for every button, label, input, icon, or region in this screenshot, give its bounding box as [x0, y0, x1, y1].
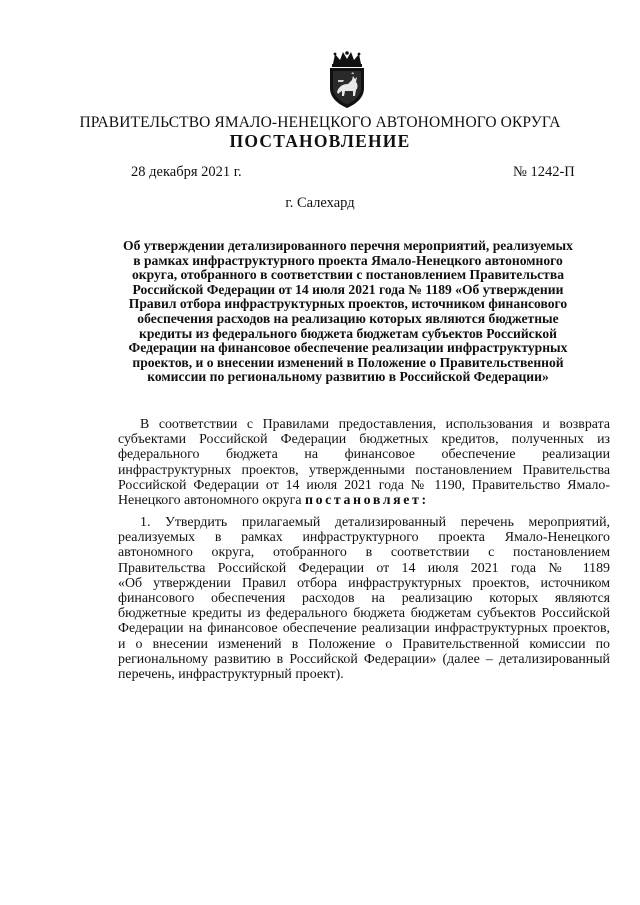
paragraph-line: Правительства Российской Федерации от 14 июля 2021 года № 1189 [118, 560, 610, 576]
paragraph-line: реализуемых в рамках инфраструктурного проекта Ямало-Ненецкого [118, 530, 610, 546]
document-number: № 1242-П [513, 164, 575, 180]
decree-title [108, 239, 588, 385]
paragraph-line [118, 493, 610, 508]
paragraph-line: и о внесении изменений в Положение о Правительственной комиссии по [118, 636, 610, 652]
decree-title-line: проектов, и о внесении изменений в Положение о Правительственной [132, 354, 564, 370]
decree-title-line: округа, отобранного в соответствии с постановлением Правительства [131, 267, 564, 283]
decree-title-line: обеспечения расходов на реализацию которых являются бюджетные [137, 310, 559, 326]
paragraph-line: «Об утверждении Правил отбора инфраструктурных проектов, источником [118, 575, 610, 591]
decree-title-line: Федерации на финансовое обеспечение реализации инфраструктурных [128, 340, 568, 356]
paragraph-line: федерального бюджета на финансовое обеспечение реализации [118, 447, 610, 463]
decree-title-line: Российской Федерации от 14 июля 2021 года № 1189 «Об утверждении [132, 281, 564, 297]
paragraph-line: финансового обеспечения расходов на реализацию которых являются [118, 591, 610, 607]
document-city: г. Салехард [285, 195, 355, 211]
decree-title-line: в рамках инфраструктурного проекта Ямало-Ненецкого автономного [133, 252, 563, 268]
decree-title-line: кредиты из федерального бюджета бюджетам субъектов Российской [138, 325, 557, 341]
government-name: ПРАВИТЕЛЬСТВО ЯМАЛО-НЕНЕЦКОГО АВТОНОМНОГО ОКРУГА [79, 114, 561, 131]
paragraph-line: инфраструктурных проектов, утвержденными постановлением Правительства [118, 462, 610, 478]
paragraph-line-text: Ненецкого автономного округа [118, 493, 305, 509]
clause-1-paragraph [118, 515, 610, 682]
paragraph-line: перечень, инфраструктурный проект). [118, 667, 344, 683]
decree-title-line: комиссии по региональному развитию в Российской Федерации» [147, 369, 549, 385]
document-type-heading: ПОСТАНОВЛЕНИЕ [229, 131, 411, 151]
paragraph-line: 1. Утвердить прилагаемый детализированный перечень мероприятий, [140, 515, 610, 530]
paragraph-line: субъектами Российской Федерации бюджетных кредитов, полученных из [118, 432, 610, 448]
paragraph-line: автономного округа, отобранного в соответствии с постановлением [118, 545, 610, 561]
document-date: 28 декабря 2021 г. [131, 164, 242, 180]
paragraph-line: бюджетные кредиты из федерального бюджета бюджетам субъектов Российской [118, 606, 610, 622]
coat-of-arms-emblem [321, 50, 373, 110]
paragraph-line: В соответствии с Правилами предоставления, использования и возврата [140, 417, 610, 432]
paragraph-line: региональному развитию в Российской Федерации» (далее – детализированный [118, 651, 610, 667]
paragraph-line: Федерации на финансовое обеспечение реализации инфраструктурных проектов, [118, 621, 610, 637]
preamble-paragraph [118, 417, 610, 508]
crown-shield-icon [321, 50, 373, 110]
paragraph-line: Российской Федерации от 14 июля 2021 года № 1190, Правительство Ямало- [118, 477, 610, 493]
decree-keyword: постановляет: [305, 493, 429, 509]
decree-title-line: Об утверждении детализированного перечня мероприятий, реализуемых [123, 238, 573, 253]
decree-title-line: Правил отбора инфраструктурных проектов, источником финансового [128, 296, 568, 312]
